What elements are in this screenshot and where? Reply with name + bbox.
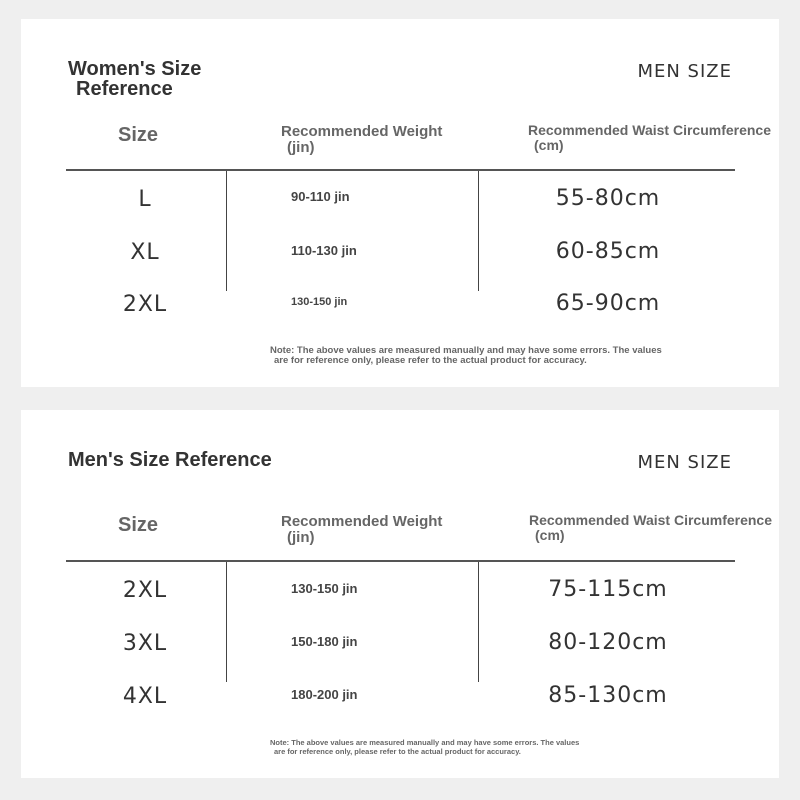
header-recommended-weight (281, 514, 442, 546)
header-recommended-weight (281, 124, 442, 156)
size-cell: 2XL (122, 292, 168, 317)
header-size: Size (118, 124, 159, 146)
title-line-1: Women's Size (68, 58, 202, 80)
men-size-badge: MEN SIZE (637, 452, 732, 473)
header-waist-label: Recommended Waist Circumference (528, 122, 771, 138)
waist-cell: 80-120cm (548, 630, 668, 655)
measurement-note (270, 738, 579, 756)
weight-cell: 180-200 jin (291, 687, 358, 702)
weight-cell: 130-150 jin (291, 296, 348, 308)
header-divider (66, 169, 735, 171)
waist-cell: 60-85cm (555, 239, 661, 264)
women-size-panel (21, 19, 779, 387)
note-line-1: Note: The above values are measured manually and may have some errors. The values (270, 738, 580, 747)
header-divider (66, 560, 735, 562)
measurement-note (270, 346, 662, 366)
header-size: Size (118, 514, 159, 536)
title-line-2: Reference (76, 78, 173, 100)
header-weight-unit: (jin) (287, 139, 315, 156)
column-divider-1 (226, 562, 227, 682)
waist-cell: 55-80cm (555, 186, 661, 211)
note-line-2: are for reference only, please refer to the actual product for accuracy. (274, 747, 521, 756)
weight-cell: 130-150 jin (291, 581, 358, 596)
title-line-1: Men's Size Reference (68, 449, 272, 471)
weight-cell: 90-110 jin (291, 189, 350, 204)
men-size-panel (21, 410, 779, 778)
header-waist-unit: (cm) (534, 137, 564, 153)
size-cell: L (138, 187, 152, 212)
waist-cell: 75-115cm (548, 577, 668, 602)
header-waist-label: Recommended Waist Circumference (529, 512, 772, 528)
header-recommended-waist (528, 123, 771, 153)
note-line-2: are for reference only, please refer to the actual product for accuracy. (274, 355, 587, 366)
size-cell: 4XL (122, 684, 168, 709)
size-cell: 2XL (122, 578, 168, 603)
weight-cell: 110-130 jin (291, 243, 357, 258)
men-size-badge: MEN SIZE (637, 61, 732, 82)
waist-cell: 65-90cm (555, 291, 661, 316)
header-weight-label: Recommended Weight (281, 123, 443, 140)
size-cell: 3XL (122, 631, 168, 656)
weight-cell: 150-180 jin (291, 634, 358, 649)
note-line-1: Note: The above values are measured manually and may have some errors. The values (270, 345, 662, 356)
header-weight-unit: (jin) (287, 529, 315, 546)
column-divider-2 (478, 171, 479, 291)
header-weight-label: Recommended Weight (281, 513, 443, 530)
header-waist-unit: (cm) (535, 527, 565, 543)
size-cell: XL (130, 240, 160, 265)
women-size-title (68, 59, 201, 99)
header-recommended-waist (529, 513, 772, 543)
column-divider-1 (226, 171, 227, 291)
column-divider-2 (478, 562, 479, 682)
waist-cell: 85-130cm (548, 683, 668, 708)
men-size-title (68, 450, 272, 470)
